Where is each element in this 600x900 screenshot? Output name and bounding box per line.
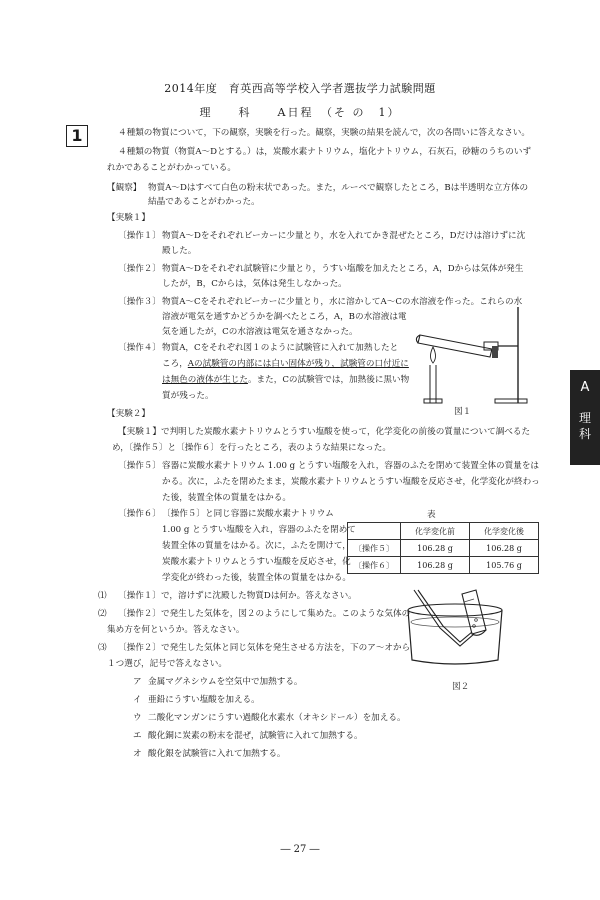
op4-text: ころ， [162,359,188,369]
page-subtitle: 理 科 A日程 （そ の 1） [199,106,401,119]
q2-line: 〔操作２〕で発生した気体を，図２のようにして集めた。このような気体の [118,609,411,619]
side-tab-char: 理 [578,411,591,425]
q3-line: １つ選び，記号で答えなさい。 [107,659,227,669]
experiment1-label: 【実験１】 [107,213,150,223]
intro-line-2: ４種類の物質（物質A～Dとする。）は，炭酸水素ナトリウム，塩化ナトリウム，石灰石，砂糖のうちのいず [118,147,532,157]
table-header-cell: 化学変化前 [401,523,470,540]
op4-line: 質が残った。 [162,391,214,401]
op5-line: 容器に炭酸水素ナトリウム 1.00 g とうすい塩酸を入れ，容器のふたを閉めて装置全体の質量をは [162,461,540,471]
op4-line [162,374,409,386]
choice-text: 酸化銅に炭素の粉末を混ぜ，試験管に入れて加熱する。 [148,731,363,741]
table-cell: 106.28 g [401,557,470,574]
q2-number: ⑵ [98,609,107,619]
op3-label: 〔操作３〕 [118,297,161,307]
observation-label: 【観察】 [107,183,142,193]
side-tab-letter: A [580,380,590,395]
table-cell: 106.28 g [401,540,470,557]
op3-line: 物質A～Cをそれぞれビーカーに少量とり，水に溶かしてA～Cの水溶液を作った。これらの水 [162,297,523,307]
choice-text: 金属マグネシウムを空気中で加熱する。 [148,677,303,687]
q3-line: 〔操作２〕で発生した気体と同じ気体を発生させる方法を，下のア～オから [118,643,411,653]
experiment2-line: 【実験１】で判明した炭酸水素ナトリウムとうすい塩酸を使って，化学変化の前後の質量について調べるた [118,427,531,437]
choice-mark: ウ [133,713,142,723]
question-number-box: 1 [66,125,88,147]
op1-line: 物質A～Dをそれぞれビーカーに少量とり，水を入れてかき混ぜたところ，Dだけは溶けずに沈 [162,231,526,241]
figure1-heating-apparatus [400,305,530,405]
table-cell: 〔操作６〕 [348,557,401,574]
observation-line: 物質A～Dはすべて白色の粉末状であった。また，ルーペで観察したところ，Bは半透明な立方体の [148,183,529,193]
table-cell: 105.76 g [470,557,539,574]
choice-mark: エ [133,731,142,741]
table-header-cell: 化学変化後 [470,523,539,540]
op3-line: 溶液が電気を通すかどうかを調べたところ，A，Bの水溶液は電 [162,312,407,322]
op4-underlined-text: Aの試験管の内部には白い固体が残り，試験管の口付近に [187,359,409,369]
op4-underlined-text: は無色の液体が生じた [162,375,248,385]
table-cell: 〔操作５〕 [348,540,401,557]
observation-line: 結晶であることがわかった。 [148,197,260,207]
op6-line: 装置全体の質量をはかる。次に，ふたを開けて， [162,541,351,551]
op1-line: 殿した。 [162,246,197,256]
choice-mark: イ [133,695,142,705]
op2-line: したが，B，Cからは，気体は発生しなかった。 [162,279,347,289]
choice-mark: オ [133,749,142,759]
table-row [348,557,539,574]
op2-line: 物質A～Dをそれぞれ試験管に少量とり，うすい塩酸を加えたところ，A，Dからは気体が発生 [162,264,524,274]
choice-text: 二酸化マンガンにうすい過酸化水素水（オキシドール）を加える。 [148,713,406,723]
op3-line: 気を通したが，Cの水溶液は電気を通さなかった。 [162,327,358,337]
op4-line [162,358,409,370]
choice-text: 亜鉛にうすい塩酸を加える。 [148,695,260,705]
op5-label: 〔操作５〕 [118,461,161,471]
op4-label: 〔操作４〕 [118,343,161,353]
page-title: 2014年度 育英西高等学校入学者選抜学力試験問題 [164,82,436,95]
intro-line-3: れかであることがわかっている。 [107,163,236,173]
op6-line: 学変化が終わった後，装置全体の質量をはかる。 [162,573,351,583]
experiment2-line: め，〔操作５〕と〔操作６〕を行ったところ，表のような結果になった。 [112,443,391,453]
op6-line: 1.00 g とうすい塩酸を入れ，容器のふたを閉めて [162,525,356,535]
side-tab-subject [570,370,600,465]
choice-mark: ア [133,677,142,687]
op1-label: 〔操作１〕 [118,231,161,241]
figure2-caption: 図２ [452,682,470,692]
figure2-gas-collection [400,588,510,668]
table-header-row [348,523,539,540]
q1-text: 〔操作１〕で，溶けずに沈殿した物質Dは何か。答えなさい。 [118,591,357,601]
page-number: ― 27 ― [280,844,320,855]
op6-line: 〔操作５〕と同じ容器に炭酸水素ナトリウム [162,509,334,519]
op4-text: 。また，Cの試験管では，加熱後に黒い物 [247,375,410,385]
q3-number: ⑶ [98,643,107,653]
op5-line: た後，装置全体の質量をはかる。 [162,493,291,503]
table-row [348,540,539,557]
table-cell: 106.28 g [470,540,539,557]
q1-number: ⑴ [98,591,107,601]
results-table [347,522,539,574]
experiment2-label: 【実験２】 [107,409,150,419]
op6-label: 〔操作６〕 [118,509,161,519]
choice-text: 酸化銀を試験管に入れて加熱する。 [148,749,286,759]
op6-line: 炭酸水素ナトリウムとうすい塩酸を反応させ，化 [162,557,351,567]
op5-line: かる。次に，ふたを閉めたまま，炭酸水素ナトリウムとうすい塩酸を反応させ，化学変化が終わっ [162,477,540,487]
op4-line: 物質A，Cをそれぞれ図１のように試験管に入れて加熱したと [162,343,399,353]
side-tab-char: 科 [578,427,591,441]
table-caption: 表 [427,510,436,520]
op2-label: 〔操作２〕 [118,264,161,274]
table-header-cell [348,523,401,540]
figure1-caption: 図１ [454,407,472,417]
intro-line-1: ４種類の物質について，下の観察，実験を行った。観察，実験の結果を読んで，次の各問いに答えなさい。 [118,128,530,138]
q2-line: 集め方を何というか。答えなさい。 [107,625,245,635]
